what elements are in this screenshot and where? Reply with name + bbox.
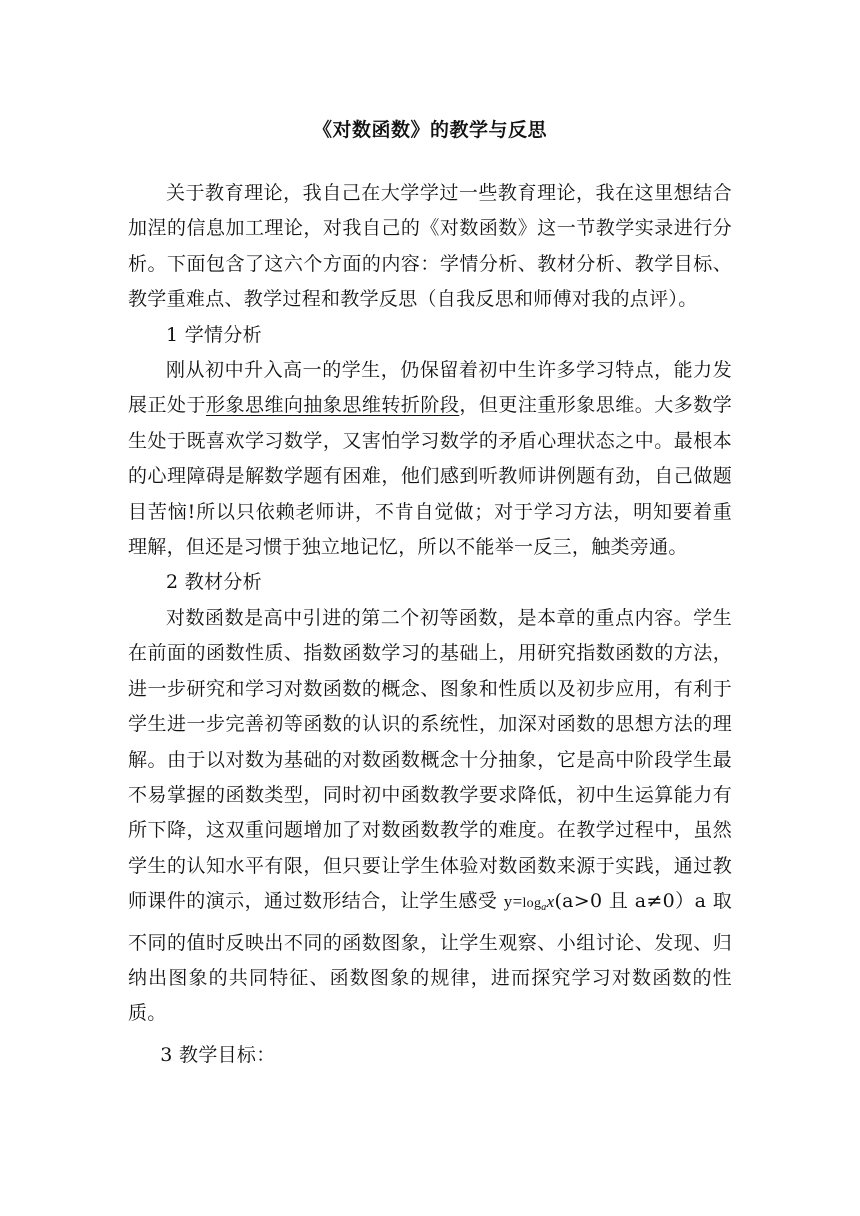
section-3-heading: 3 教学目标： [160,1043,276,1066]
formula-variable: x [546,892,555,912]
section-2-paragraph [128,601,732,1032]
section-1-heading: 1 学情分析 [166,323,262,346]
section-1-paragraph [128,353,732,565]
section-2-heading: 2 教材分析 [166,571,262,594]
section-2-text-before: 对数函数是高中引进的第二个初等函数，是本章的重点内容。学生在前面的函数性质、指数函数学习的基础上，用研究指数函数的方法，进一步研究和学习对数函数的概念、图象和性质以及初步应用，有利于学生进一步完善初等函数的认识的系统性，加深对函数的思想方法的理解。由于以对数为基础的对数函数概念十分抽象，它是高中阶段学生最不易掌握的函数类型，同时初中函数教学要求降低，初中生运算能力有所下降，这双重问题增加了对数函数教学的难度。在教学过程中，虽然学生的认知水平有限，但只要让学生体验对数函数来源于实践，通过教师课件的演示，通过数形结合，让学生感受 [128,606,732,913]
formula-base: a [541,902,547,914]
section-1-text-before: 刚从初中升入高一的学生，仍保留着初中生许多学习特点，能力发展正处于 [128,359,732,417]
underlined-phrase: 形象思维向抽象思维转折阶段 [205,394,460,417]
section-2-text-after: (a>0 且 a≠0）a 取不同的值时反映出不同的函数图象，让学生观察、小组讨论、发现、归纳出图象的共同特征、函数图象的规律，进而探究学习对数函数的性质。 [128,890,732,1025]
formula-y: y= [503,892,523,912]
section-1-text-after: ，但更注重形象思维。大多数学生处于既喜欢学习数学，又害怕学习数学的矛盾心理状态之中。最根本的心理障碍是解数学题有困难，他们感到听教师讲例题有劲，自己做题目苦恼!所以只依赖老师讲，不肯自觉做；对于学习方法，明知要着重理解，但还是习惯于独立地记忆，所以不能举一反三，触类旁通。 [128,394,733,559]
document-title: 《对数函数》的教学与反思 [312,119,547,141]
intro-paragraph: 关于教育理论，我自己在大学学过一些教育理论，我在这里想结合加涅的信息加工理论，对我自己的《对数函数》这一节教学实录进行分析。下面包含了这六个方面的内容：学情分析、教材分析、教学目标、教学重难点、教学过程和教学反思（自我反思和师傅对我的点评）。 [128,182,732,311]
document-body [128,176,732,1073]
log-formula [503,892,555,914]
formula-log: log [522,896,542,912]
